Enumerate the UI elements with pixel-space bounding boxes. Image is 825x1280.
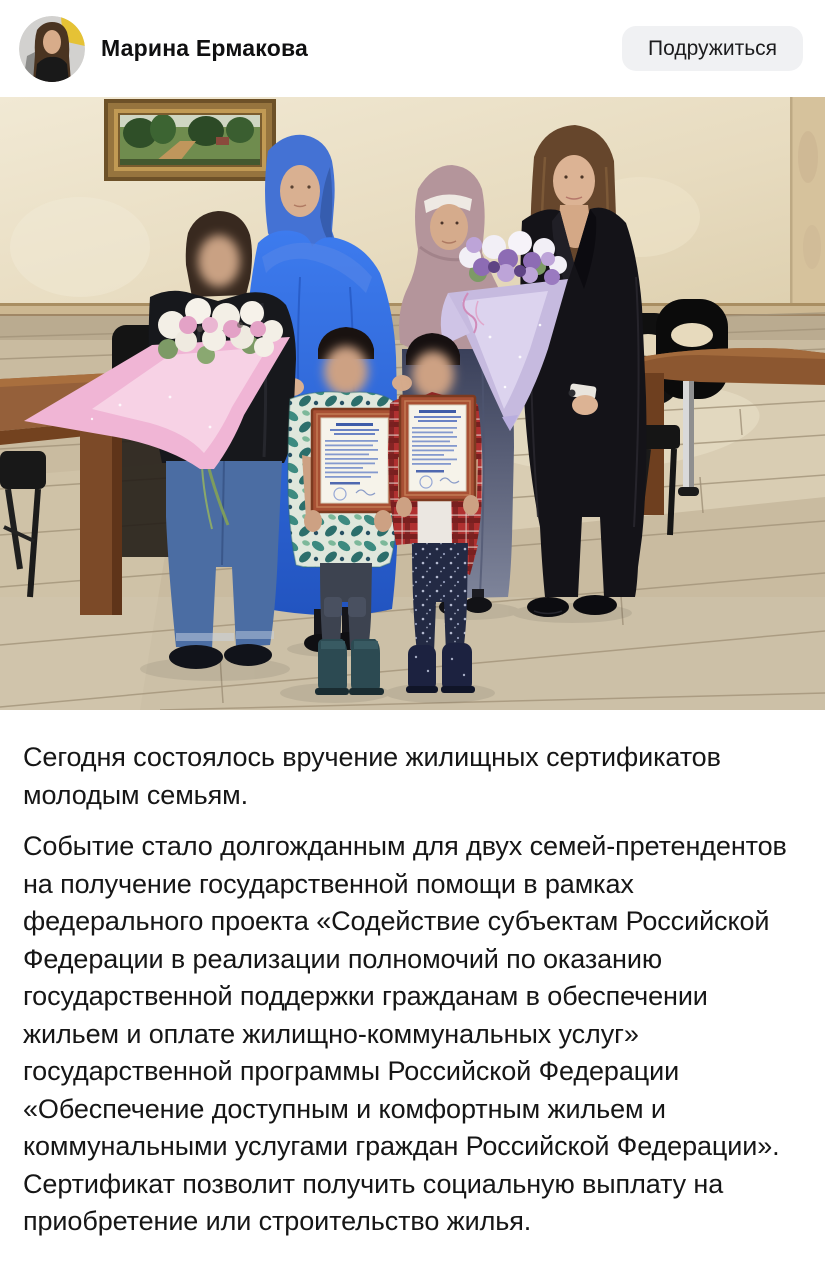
post-paragraph-1: Сегодня состоялось вручение жилищных сертификатов молодым семьям. xyxy=(23,742,721,810)
add-friend-button[interactable]: Подружиться xyxy=(622,26,803,71)
certificate-1 xyxy=(312,409,397,512)
certificate-2 xyxy=(400,396,475,500)
avatar[interactable] xyxy=(19,16,85,82)
boy2-hand xyxy=(463,495,479,515)
blurred-face xyxy=(198,235,240,287)
author-name[interactable]: Марина Ермакова xyxy=(101,35,308,61)
blurred-face xyxy=(324,346,368,396)
post-header xyxy=(0,0,825,97)
blurred-face xyxy=(412,351,454,399)
post-paragraph-2: Событие стало долгожданным для двух семей-претендентов на получение государственной помощи в рамках федерального проекта «Содействие субъектам Российской Федерации в реализации полномочий по оказанию государственной поддержки гражданам в обеспечении жильем и оплате жилищно-коммунальных услуг» государственной программы Российской Федерации «Обеспечение доступным и комфортным жильем и коммунальными услугами граждан Российской Федерации». Сертификат позволит получить социальную выплату на приобретение или строительство жилья. xyxy=(23,831,787,1236)
boy2-hand xyxy=(396,497,412,517)
post-photo-container xyxy=(0,97,825,710)
wall-painting xyxy=(104,99,276,181)
post-text xyxy=(0,739,825,1259)
boy1-hand xyxy=(304,510,322,532)
post-photo[interactable] xyxy=(0,97,825,710)
boy1-hand xyxy=(374,510,392,532)
avatar-image xyxy=(19,16,85,82)
